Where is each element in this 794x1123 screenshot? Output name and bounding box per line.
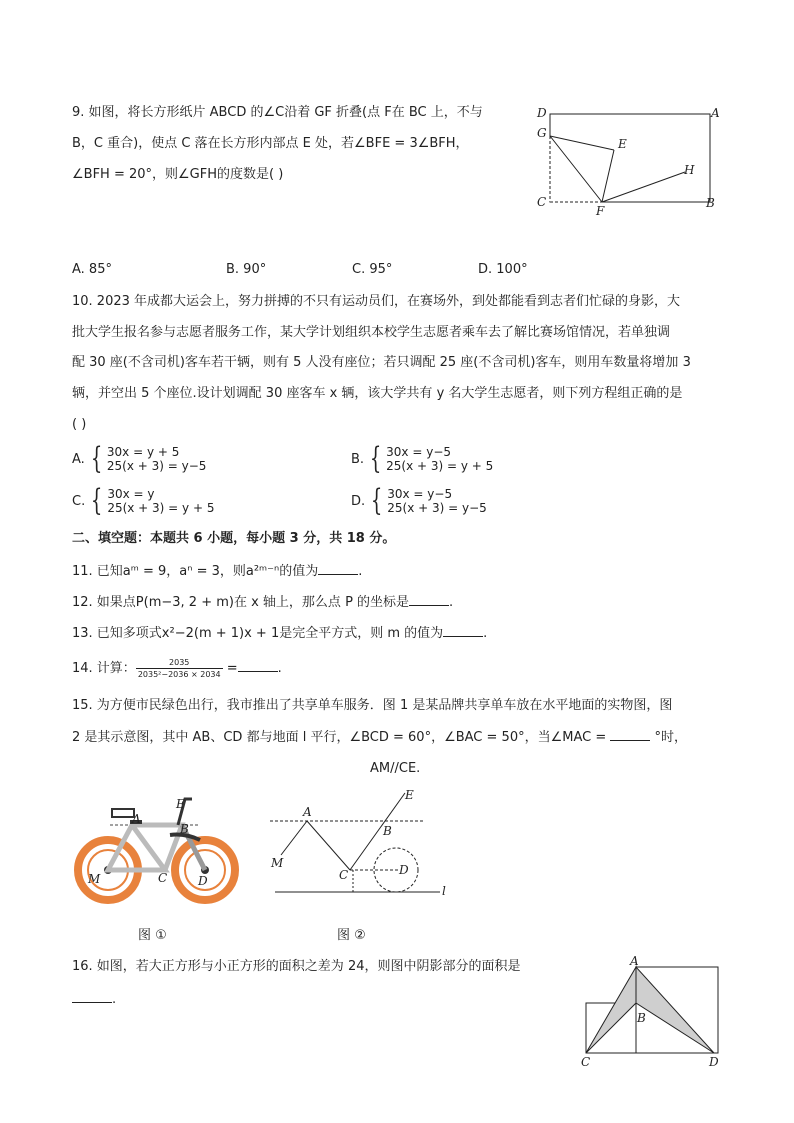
bike-label-A: A [132,812,141,826]
q11: 11. 已知aᵐ = 9，aⁿ = 3，则a²ᵐ⁻ⁿ的值为 . [72,564,363,579]
q9-option-a: A. 85° [72,262,112,277]
q10-option-d-eq1: 30x = y−5 [387,487,453,501]
caption-figure-1: 图 ① [138,928,167,943]
q15-line1: 15. 为方便市民绿色出行，我市推出了共享单车服务．图 1 是某品牌共享单车放在水平地面的实物图，图 [72,698,673,713]
q10-option-b: B. { 30x = y−5 25(x + 3) = y + 5 [351,441,494,476]
q14-denominator: 2035²−2036 × 2034 [137,670,221,679]
q9-line1: 9. 如图，将长方形纸片 ABCD 的∠C沿着 GF 折叠(点 F在 BC 上，不与 [72,105,483,120]
q9-label-D: D [537,106,547,120]
q15-line2a: 2 是其示意图，其中 AB、CD 都与地面 l 平行，∠BCD = 60°，∠BAC = 50°，当∠MAC = [72,730,607,745]
q10-option-d-label: D. [351,493,366,509]
q10-line2: 批大学生报名参与志愿者服务工作，某大学计划组织本校学生志愿者乘车去了解比赛场馆情况，若单独调 [72,325,671,340]
q10-line4: 辆，并空出 5 个座位.设计划调配 30 座客车 x 辆，该大学共有 y 名大学生志愿者，则下列方程组正确的是 [72,386,683,401]
q11-text: 11. 已知aᵐ = 9，aⁿ = 3，则a²ᵐ⁻ⁿ的值为 [72,564,319,579]
q10-option-b-eq1: 30x = y−5 [386,445,452,459]
q9-label-C: C [537,195,547,209]
q10-line5: ( ) [72,417,87,432]
q16-line1: 16. 如图，若大正方形与小正方形的面积之差为 24，则图中阴影部分的面积是 [72,959,521,974]
fig2-label-E: E [405,788,414,802]
bike-label-E: E [176,797,185,811]
q14-prefix: 14. 计算： [72,661,136,676]
bike-label-M: M [88,872,101,886]
q13-text: 13. 已知多项式x²−2(m + 1)x + 1是完全平方式，则 m 的值为 [72,626,444,641]
bike-label-C: C [158,871,168,885]
q9-label-A: A [711,106,720,120]
q9-option-d: D. 100° [478,262,528,277]
q9-option-b: B. 90° [226,262,267,277]
q10-option-b-label: B. [351,451,365,467]
q10-option-c: C. { 30x = y 25(x + 3) = y + 5 [72,483,215,518]
fig2-label-D: D [399,863,409,877]
section-2-heading: 二、填空题：本题共 6 小题，每小题 3 分，共 18 分。 [72,531,396,546]
q10-option-c-label: C. [72,493,86,509]
q9-figure [530,100,730,220]
q12: 12. 如果点P(m−3, 2 + m)在 x 轴上，那么点 P 的坐标是 . [72,595,454,610]
q14-numerator: 2035 [169,658,190,667]
fig2-label-A: A [303,805,312,819]
q9-label-B: B [706,196,715,210]
q9-label-E: E [618,137,627,151]
q16-figure [575,953,725,1071]
caption-figure-2: 图 ② [337,928,366,943]
q14-equals: = [226,661,238,676]
q10-option-b-eq2: 25(x + 3) = y + 5 [386,459,494,473]
q10-line1: 10. 2023 年成都大运会上，努力拼搏的不只有运动员们，在赛场外，到处都能看到志者们忙碌的身影，大 [72,294,681,309]
bike-label-B: B [180,822,189,836]
q10-option-c-eq2: 25(x + 3) = y + 5 [107,501,215,515]
q15-line3: AM//CE. [370,761,421,776]
q16-label-A: A [630,954,639,968]
q12-text: 12. 如果点P(m−3, 2 + m)在 x 轴上，那么点 P 的坐标是 [72,595,410,610]
q10-option-a-eq2: 25(x + 3) = y−5 [106,459,207,473]
fig2-label-M: M [271,856,284,870]
q10-option-a-label: A. [72,451,85,467]
q15-line2 [72,728,687,747]
q9-label-H: H [684,163,695,177]
q14-fraction [136,657,223,680]
q14: 14. 计算： $\frac{2035}{\text{2035²−2036 × 2034}}$ = . [72,658,282,679]
q9-option-c: C. 95° [352,262,393,277]
q10-option-d-eq2: 25(x + 3) = y−5 [387,501,487,515]
q9-line2: B，C 重合)，使点 C 落在长方形内部点 E 处，若∠BFE = 3∠BFH， [72,136,469,151]
bicycle-figure [70,785,250,905]
bike-label-D: D [198,874,208,888]
q15-figure-2 [265,785,465,905]
q10-option-c-eq1: 30x = y [107,487,155,501]
fig2-label-l: l [442,884,446,898]
q16-label-B: B [637,1011,646,1025]
q16-label-D: D [709,1055,719,1069]
q16-label-C: C [581,1055,591,1069]
q10-option-d: D. { 30x = y−5 25(x + 3) = y−5 [351,483,487,518]
fig2-label-C: C [339,868,349,882]
q10-line3: 配 30 座(不含司机)客车若干辆，则有 5 人没有座位；若只调配 25 座(不含司机)客车，则用车数量将增加 3 [72,355,691,370]
q9-label-G: G [537,126,547,140]
q9-label-F: F [596,204,605,218]
fig2-label-B: B [383,824,392,838]
q10-option-a: A. { 30x = y + 5 25(x + 3) = y−5 [72,441,207,476]
q10-option-a-eq1: 30x = y + 5 [106,445,180,459]
q15-line2b: °时， [654,730,688,745]
q16-line2: . [72,990,116,1009]
q9-line3: ∠BFH = 20°，则∠GFH的度数是( ) [72,167,284,182]
q13: 13. 已知多项式x²−2(m + 1)x + 1是完全平方式，则 m 的值为 . [72,626,488,641]
